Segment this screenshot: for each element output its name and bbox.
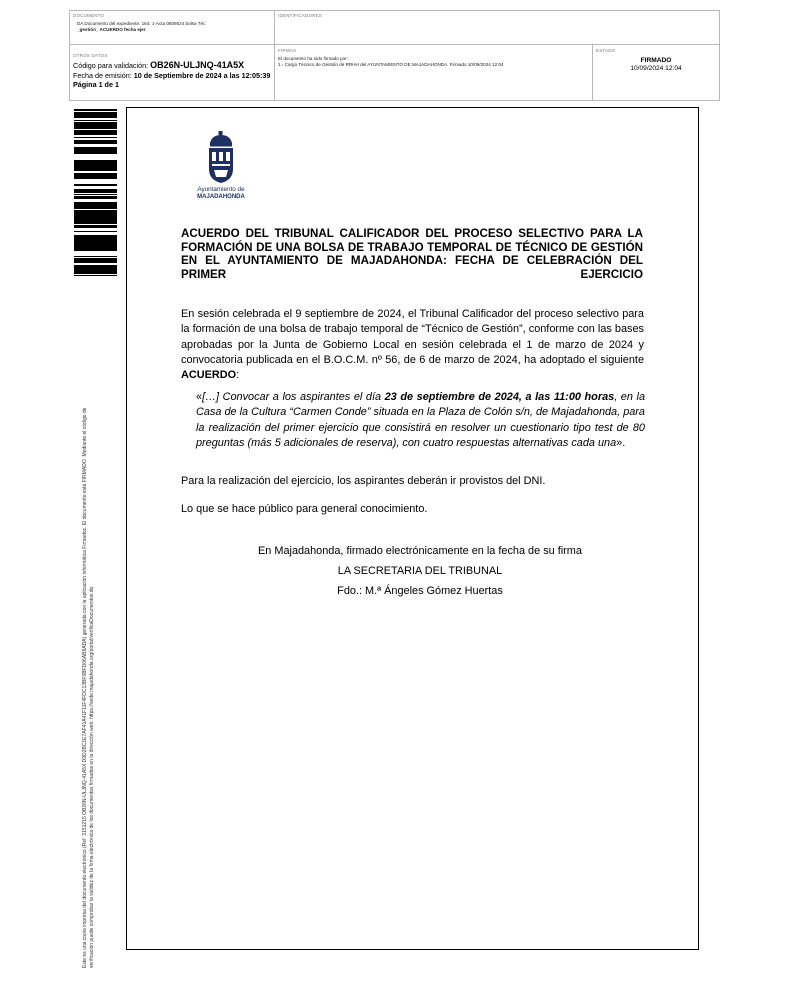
fecha-value: 10 de Septiembre de 2024 a las 12:05:39 [133,71,271,80]
intro-end: : [236,369,240,382]
firmas-box [274,44,593,101]
fecha-label: Fecha de emisión: [73,71,132,80]
paragraph-public: Lo que se hace público para general conocimiento. [181,503,428,515]
paragraph-intro [181,307,644,383]
estado-firmado: FIRMADO [640,57,672,64]
documento-text-line1: DA Documento del expediente: 164. 1-Acta 0609024 bolsa Téc [77,21,206,26]
paragraph-dni: Para la realización del ejercicio, los aspirantes deberán ir provistos del DNI. [181,475,546,487]
logo-text-line2: MAJADAHONDA [197,194,245,200]
fecha-emision [73,71,273,80]
signature-name: Fdo.: M.ª Ángeles Gómez Huertas [337,585,503,597]
pagina-info [73,80,119,89]
logo-text-line1: Ayuntamiento de [197,186,245,193]
firmas-label: FIRMAS [278,48,297,53]
agreement-quote [196,390,645,451]
identificadores-box [274,10,720,45]
side-text-line2: verificación puede comprobar la validez de la firma electrónica de los documentos firmados en la dirección web: https://sede.majadahonda.org/portal/verificaDocumentos.do [89,586,95,968]
signature-place: En Majadahonda, firmado electrónicamente en la fecha de su firma [258,545,582,557]
firmas-line2: 1.- Cargo Técnico de Gestión de RRHH del AYUNTAMIENTO DE MAJADAHONDA. Firmado 10/09/2024 12:04 [278,62,504,67]
title-main: ACUERDO DEL TRIBUNAL CALIFICADOR DEL PROCESO SELECTIVO PARA LA FORMACIÓN DE UNA BOLSA DE TRABAJO TEMPORAL DE TÉCNICO DE GESTIÓN EN EL AYUNTAMIENTO DE MAJADAHONDA: FECHA DE CELEBRACIÓN DEL [181,227,643,268]
documento-label: DOCUMENTO [73,13,105,18]
signature-role: LA SECRETARIA DEL TRIBUNAL [337,565,503,577]
estado-date: 10/09/2024 12:04 [630,65,682,72]
quote-date-bold: 23 de septiembre de 2024, a las 11:00 horas [384,391,615,403]
pagina-value: Página 1 de 1 [73,80,119,89]
quote-open: « [196,391,203,403]
otros-datos-label: OTROS DATOS [73,53,108,58]
title-last-line: PRIMER EJERCICIO [181,267,643,281]
estado-value [592,57,720,73]
codigo-validacion [73,61,273,70]
firmas-text [278,56,590,68]
firmas-line1: El documento ha sido firmado por : [278,56,350,61]
identificadores-label: IDENTIFICADORES [278,13,323,18]
quote-part1: […] Convocar a los aspirantes el día [202,391,385,403]
codigo-value: OB26N-ULJNQ-41A5X [150,60,245,70]
documento-text-line2: _gestión_ ACUERDO fecha ejer [77,27,146,32]
codigo-label: Código para validación: [73,61,149,70]
acuerdo-bold: ACUERDO [181,369,237,382]
intro-text: En sesión celebrada el 9 septiembre de 2024, el Tribunal Calificador del proceso selectivo para la formación de una bolsa de trabajo temporal de “Técnico de Gestión”, conforme con las bases aprobadas por la Junta de Gobierno Local en sesión celebrada el 1 de marzo de 2024 y convocatoria publicada en el B.O.C.M. nº 56, de 6 de marzo de 2024, ha adoptado el siguiente [181,308,644,366]
document-title [181,227,643,281]
quote-part2: , en la Casa de la Cultura “Carmen Conde” situada en la Plaza de Colón s/n, de Majadahonda, para la realización del primer ejercicio que consistirá en resolver un cuestionario tipo test de 80 preguntas (más 5 adicionales de reserva), con cuatro respuestas alternativas cada una [196,391,645,449]
majadahonda-coat-of-arms-icon [188,131,254,203]
barcode-icon [74,108,117,278]
side-text-line1: Este es una copia impresa del documento electrónico (Ref: 3151215 OB26N-ULJNQ-41A5X D9D2BC1E7AF41A41F11F4FDC13BF0BFD06AB8ADA) generada con la aplicación informática Firmadoc. El documento está FIRMADO. Mediante el código de [82,407,88,968]
quote-close: ». [616,436,626,449]
documento-text [77,21,272,33]
estado-label: ESTADO [596,48,616,53]
